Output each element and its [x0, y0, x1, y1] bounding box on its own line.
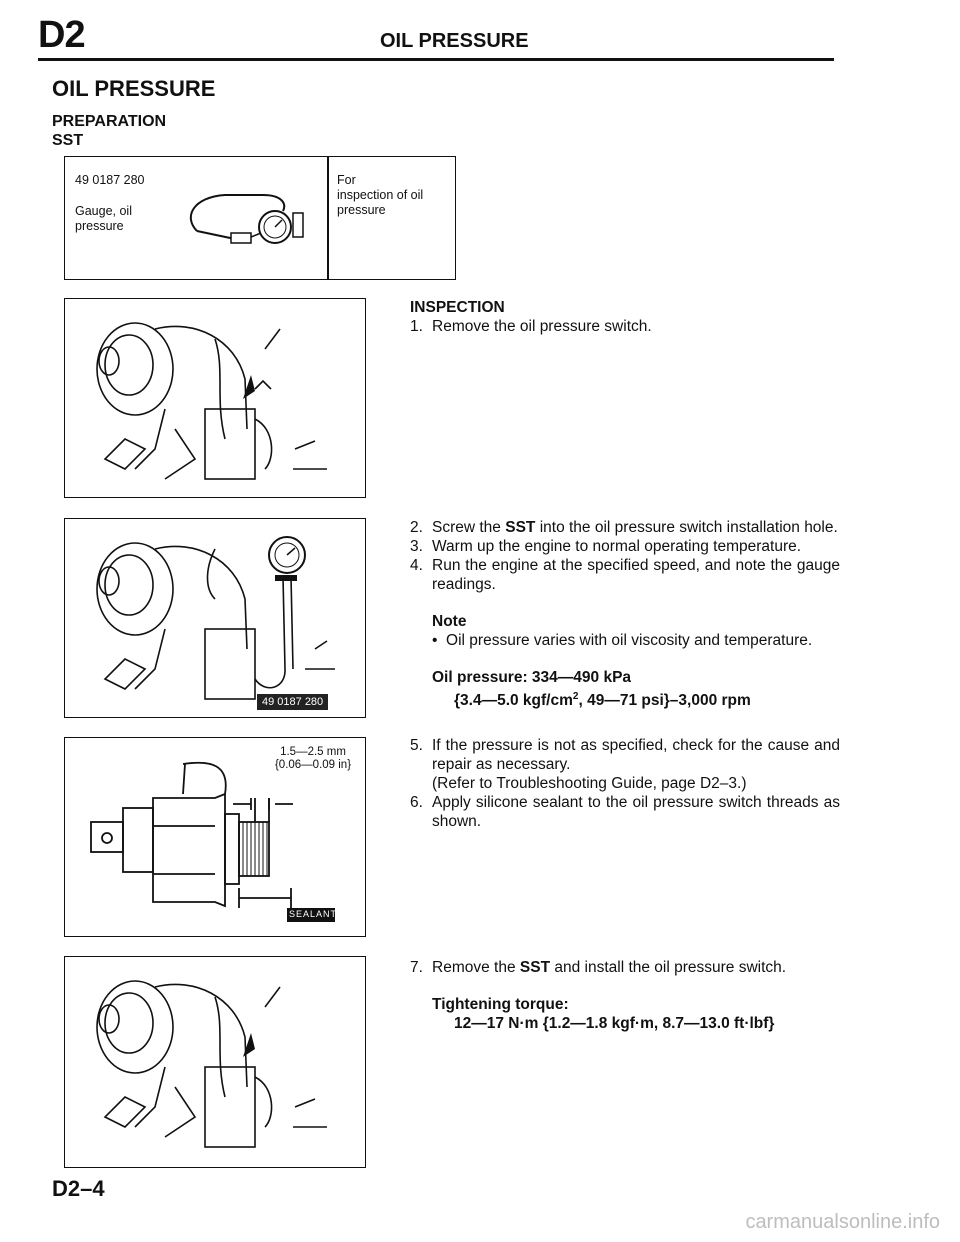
engine-illustration-final [65, 957, 365, 1167]
step-number: 1. [410, 318, 423, 335]
tool-use-line2: inspection of oil [337, 188, 424, 202]
step-number: 6. [410, 794, 423, 811]
spec-values [432, 687, 840, 710]
engine-illustration [65, 299, 365, 497]
sealant-label: SEALANT [289, 909, 338, 919]
note-label: Note [432, 613, 467, 630]
engine-gauge-illustration [65, 519, 365, 717]
figure-remove-switch [64, 298, 366, 498]
step-text [410, 958, 840, 977]
tool-part-number: 49 0187 280 [75, 173, 145, 187]
step-text: If the pressure is not as specified, check for the cause and repair as necessary. [432, 737, 840, 773]
header-rule [38, 58, 834, 61]
watermark: carmanualsonline.info [745, 1211, 940, 1233]
step-5 [410, 736, 840, 793]
spec-label: Oil pressure: 334—490 kPa [432, 669, 632, 686]
step-number: 4. [410, 557, 423, 574]
section-code: D2 [38, 14, 85, 56]
dimension-label [263, 746, 363, 772]
step-text-pre: Remove the [432, 959, 520, 976]
step-number: 3. [410, 538, 423, 555]
tool-use [337, 173, 423, 218]
tool-use-line3: pressure [337, 203, 386, 217]
step-2 [410, 518, 840, 537]
figure-install-gauge [64, 518, 366, 718]
torque-value: 12—17 N·m {1.2—1.8 kgf·m, 8.7—13.0 ft·lbf} [454, 1015, 775, 1032]
step-number: 2. [410, 519, 423, 536]
step-number: 7. [410, 959, 423, 976]
step-3 [410, 537, 840, 556]
inspection-block-1 [410, 298, 840, 336]
step-text-bold: SST [519, 959, 551, 976]
figure-install-switch [64, 956, 366, 1168]
tool-name [75, 204, 132, 234]
step-text: Remove the oil pressure switch. [432, 318, 652, 335]
tool-name-line1: Gauge, oil [75, 204, 132, 218]
header-title: OIL PRESSURE [380, 30, 529, 52]
tightening-torque [410, 995, 840, 1033]
step-text-bold: SST [505, 519, 536, 536]
preparation-heading [52, 112, 166, 150]
inspection-block-3 [410, 736, 840, 831]
section-title: OIL PRESSURE [52, 76, 216, 101]
step-number: 5. [410, 737, 423, 754]
dimension-mm: 1.5—2.5 mm [280, 746, 346, 758]
note [410, 612, 840, 650]
step-text: Apply silicone sealant to the oil pressure switch threads as shown. [432, 794, 840, 830]
gauge-tool-illustration [185, 187, 315, 249]
step-text-post: into the oil pressure switch installation hole. [535, 519, 838, 536]
tool-name-line2: pressure [75, 219, 124, 233]
step-text: Run the engine at the specified speed, and note the gauge readings. [432, 557, 840, 593]
step-text-pre: Screw the [432, 519, 506, 536]
torque-label: Tightening torque: [432, 996, 569, 1013]
step-7 [410, 958, 840, 977]
note-text: Oil pressure varies with oil viscosity and temperature. [446, 632, 813, 649]
preparation-label: PREPARATION [52, 113, 167, 130]
spec-line2-a: {3.4—5.0 kgf/cm [454, 692, 573, 710]
note-bullet [432, 631, 840, 650]
step-text: Warm up the engine to normal operating temperature. [432, 538, 802, 555]
dimension-in: {0.06—0.09 in} [274, 759, 352, 771]
step-6 [410, 793, 840, 831]
step-text-post: and install the oil pressure switch. [550, 959, 787, 976]
inspection-block-2 [410, 518, 840, 710]
sst-label: SST [52, 132, 84, 149]
step-1 [410, 317, 840, 336]
table-divider [327, 157, 329, 279]
step-4 [410, 556, 840, 594]
step-text [410, 518, 840, 537]
page-number: D2–4 [52, 1176, 105, 1201]
inspection-block-4 [410, 958, 840, 1033]
step-reference: (Refer to Troubleshooting Guide, page D2–3.) [432, 775, 747, 792]
tool-use-line1: For [337, 173, 356, 187]
gauge-callout-label: 49 0187 280 [257, 694, 328, 710]
sst-table [64, 156, 456, 280]
oil-pressure-spec [410, 668, 840, 710]
figure-sealant [64, 737, 366, 937]
bullet-icon: • [432, 632, 447, 649]
spec-superscript: 2 [572, 691, 579, 702]
spec-line2-b: , 49—71 psi}–3,000 rpm [578, 692, 751, 710]
inspection-heading: INSPECTION [410, 299, 505, 316]
